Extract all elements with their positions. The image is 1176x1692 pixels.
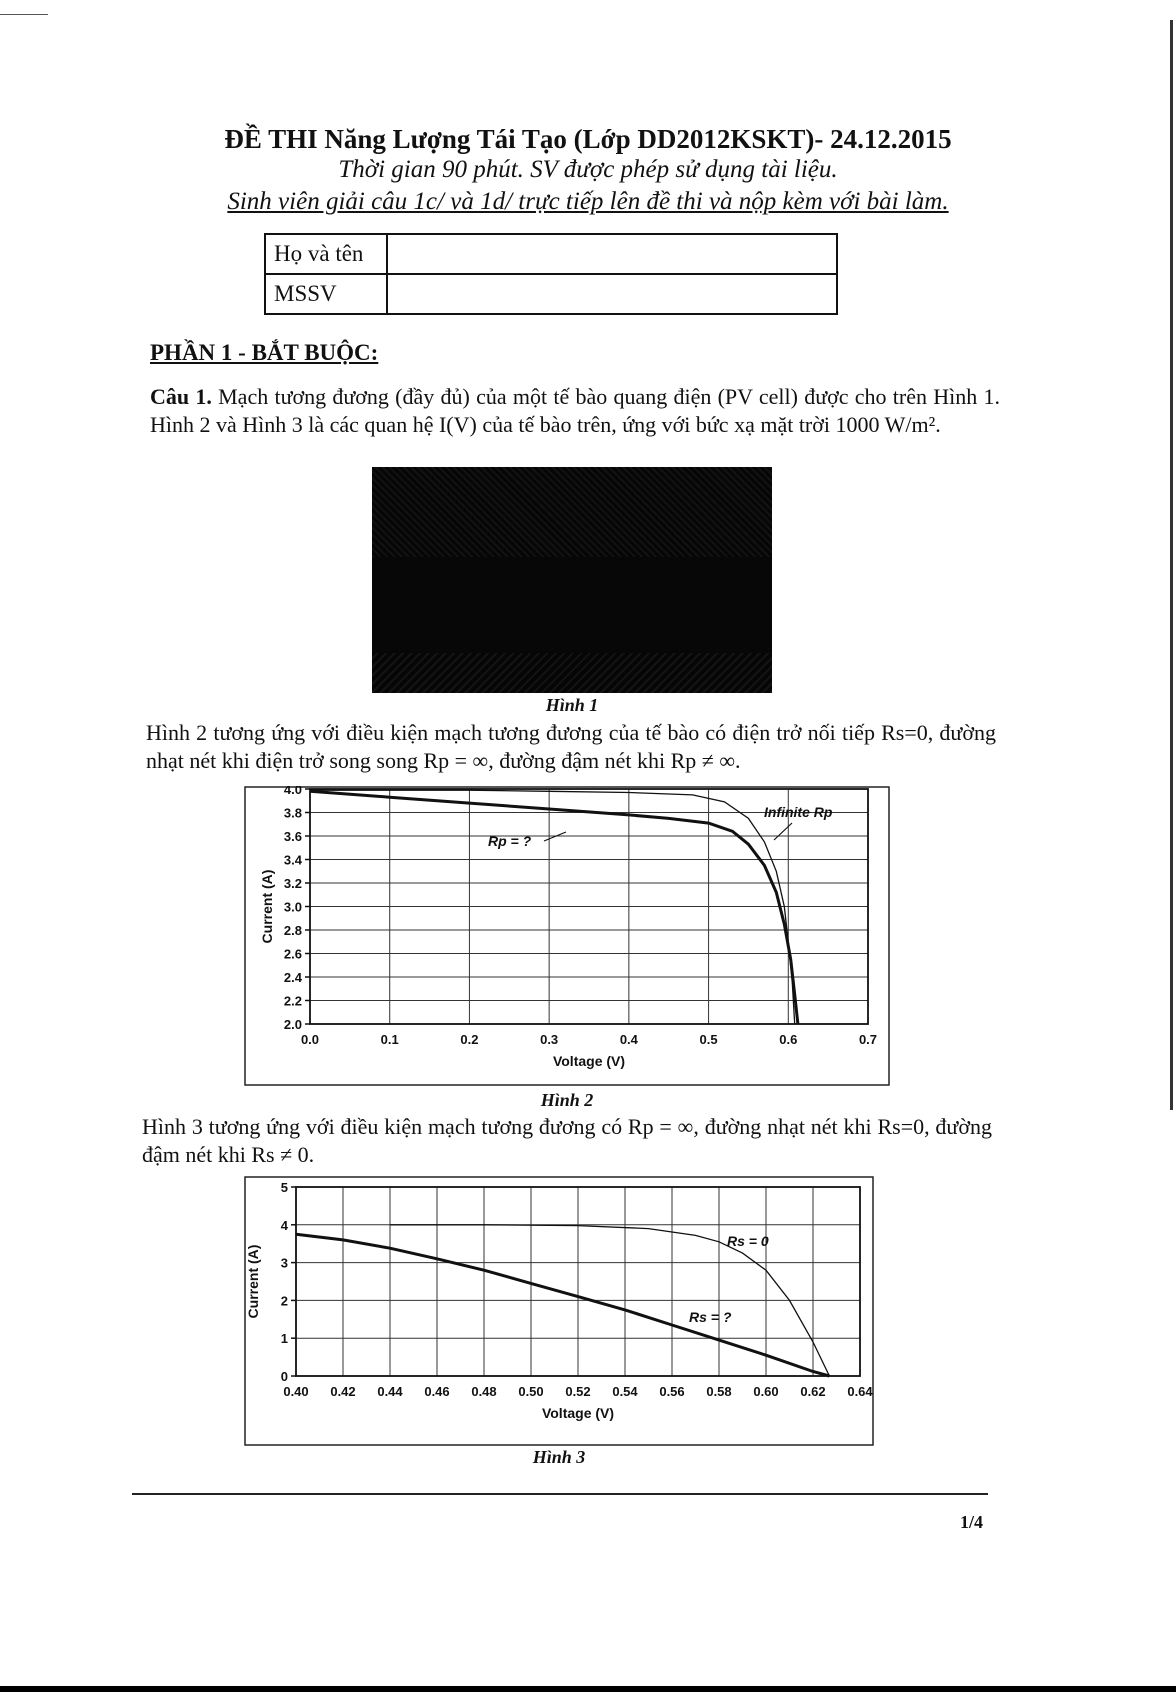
x-tick-label: 0.48 bbox=[471, 1384, 497, 1399]
footer-rule bbox=[132, 1493, 988, 1495]
name-label: Họ và tên bbox=[265, 234, 387, 274]
x-tick-label: 0.56 bbox=[659, 1384, 685, 1399]
y-tick-label: 2 bbox=[280, 1293, 288, 1309]
section-title: PHẦN 1 - BẮT BUỘC: bbox=[150, 340, 379, 365]
time-note: Thời gian 90 phút. SV được phép sử dụng tài liệu. bbox=[338, 156, 838, 183]
y-tick-label: 3.8 bbox=[283, 805, 302, 821]
series-line-1 bbox=[296, 1234, 829, 1376]
x-tick-label: 0.1 bbox=[380, 1032, 399, 1047]
figure-1-caption: Hình 1 bbox=[545, 695, 599, 715]
scan-bottom-edge bbox=[0, 1686, 1176, 1692]
name-field[interactable] bbox=[387, 234, 837, 274]
x-tick-label: 0.7 bbox=[858, 1032, 878, 1047]
figure-3-description: Hình 3 tương ứng với điều kiện mạch tương đương có Rp = ∞, đường nhạt nét khi Rs=0, đường đậm nét khi Rs ≠ 0. bbox=[142, 1114, 992, 1167]
y-tick-label: 0 bbox=[280, 1369, 288, 1384]
page-number: 1/4 bbox=[960, 1512, 984, 1532]
figure-2-chart bbox=[244, 786, 890, 1086]
series-line-0 bbox=[310, 790, 795, 1024]
figure-3-caption: Hình 3 bbox=[532, 1447, 586, 1467]
y-axis-label: Current (A) bbox=[259, 869, 275, 944]
figure-2-description: Hình 2 tương ứng với điều kiện mạch tương đương của tế bào có điện trở nối tiếp Rs=0, đường nhạt nét khi điện trở song song Rp = ∞, đường đậm nét khi Rp ≠ ∞. bbox=[146, 720, 996, 773]
y-tick-label: 2.2 bbox=[283, 993, 302, 1009]
y-tick-label: 3 bbox=[280, 1255, 288, 1271]
y-tick-label: 2.8 bbox=[283, 923, 302, 938]
x-tick-label: 0.4 bbox=[619, 1032, 638, 1047]
y-tick-label: 2.0 bbox=[283, 1017, 302, 1032]
y-tick-label: 3.2 bbox=[283, 876, 302, 891]
x-tick-label: 0.62 bbox=[800, 1384, 826, 1399]
x-tick-label: 0.0 bbox=[300, 1032, 320, 1047]
y-tick-label: 1 bbox=[280, 1331, 288, 1347]
y-tick-label: 3.4 bbox=[283, 852, 302, 868]
x-tick-label: 0.6 bbox=[779, 1032, 798, 1047]
x-tick-label: 0.50 bbox=[518, 1384, 544, 1399]
y-tick-label: 4.0 bbox=[283, 786, 302, 797]
x-tick-label: 0.58 bbox=[706, 1384, 732, 1399]
figure-1-image bbox=[372, 467, 772, 693]
chart-annotation: Rs = 0 bbox=[727, 1233, 769, 1249]
student-id-label: MSSV bbox=[265, 274, 387, 314]
y-axis-label: Current (A) bbox=[245, 1244, 261, 1319]
chart-annotation: Rs = ? bbox=[689, 1309, 732, 1325]
annotation-arrow bbox=[774, 823, 792, 840]
y-tick-label: 2.6 bbox=[283, 946, 302, 962]
x-tick-label: 0.2 bbox=[460, 1032, 479, 1047]
figure-2-caption: Hình 2 bbox=[540, 1090, 594, 1110]
x-tick-label: 0.44 bbox=[377, 1384, 403, 1399]
question-1 bbox=[150, 383, 1000, 439]
x-axis-label: Voltage (V) bbox=[552, 1053, 626, 1069]
y-tick-label: 3.6 bbox=[283, 829, 302, 844]
x-tick-label: 0.3 bbox=[540, 1032, 559, 1047]
exam-title: ĐỀ THI Năng Lượng Tái Tạo (Lớp DD2012KSKT)- 24.12.2015 bbox=[224, 124, 952, 154]
x-tick-label: 0.46 bbox=[424, 1384, 450, 1399]
y-tick-label: 3.0 bbox=[283, 899, 302, 915]
y-tick-label: 4 bbox=[280, 1217, 288, 1233]
scan-mark bbox=[0, 14, 48, 15]
x-tick-label: 0.5 bbox=[699, 1032, 718, 1047]
question-1-text: Mạch tương đương (đầy đủ) của một tế bào quang điện (PV cell) được cho trên Hình 1. Hình 2 và Hình 3 là các quan hệ I(V) của tế bào trên, ứng với bức xạ mặt trời 1000 W/m². bbox=[150, 384, 1000, 437]
x-tick-label: 0.64 bbox=[847, 1384, 873, 1399]
series-line-1 bbox=[310, 791, 798, 1024]
x-tick-label: 0.40 bbox=[283, 1384, 309, 1399]
x-tick-label: 0.52 bbox=[565, 1384, 591, 1399]
x-tick-label: 0.42 bbox=[330, 1384, 356, 1399]
y-tick-label: 2.4 bbox=[283, 970, 302, 985]
student-info-table bbox=[264, 233, 838, 315]
chart-annotation: Rp = ? bbox=[488, 833, 532, 849]
question-1-label: Câu 1. bbox=[150, 384, 212, 409]
x-axis-label: Voltage (V) bbox=[541, 1405, 615, 1421]
student-id-field[interactable] bbox=[387, 274, 837, 314]
x-tick-label: 0.60 bbox=[753, 1384, 779, 1399]
y-tick-label: 5 bbox=[280, 1180, 288, 1195]
instruction-note: Sinh viên giải câu 1c/ và 1d/ trực tiếp lên đề thi và nộp kèm với bài làm. bbox=[227, 188, 949, 215]
figure-3-chart bbox=[244, 1176, 874, 1446]
x-tick-label: 0.54 bbox=[612, 1384, 638, 1399]
chart-annotation: Infinite Rp bbox=[764, 804, 833, 820]
